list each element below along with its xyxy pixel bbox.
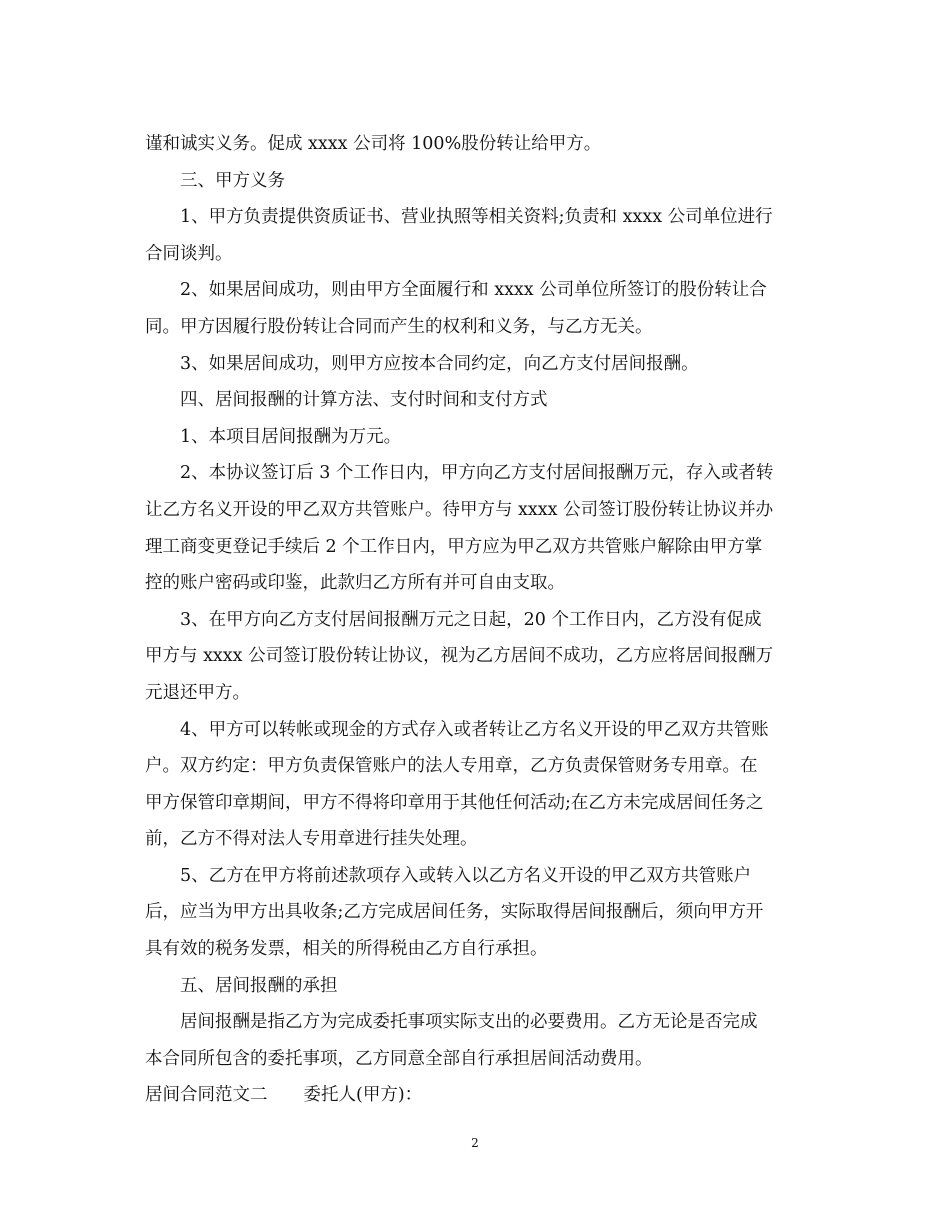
section-heading: 四、居间报酬的计算方法、支付时间和支付方式 — [180, 390, 548, 411]
next-document-heading — [145, 1077, 810, 1114]
section-heading: 三、甲方义务 — [180, 170, 285, 191]
text-line: 1、本项目居间报酬为万元。 — [180, 426, 402, 447]
text-line: 本合同所包含的委托事项，乙方同意全部自行承担居间活动费用。 — [145, 1048, 653, 1069]
text-line: 居间报酬是指乙方为完成委托事项实际支出的必要费用。乙方无论是否完成 — [180, 1012, 758, 1033]
text-line: 甲方与 xxxx 公司签订股份转让协议，视为乙方居间不成功，乙方应将居间报酬万 — [145, 646, 774, 667]
text-line: 谨和诚实义务。促成 xxxx 公司将 100%股份转让给甲方。 — [145, 134, 602, 154]
text-line: 2、如果居间成功，则由甲方全面履行和 xxxx 公司单位所签订的股份转让合 — [180, 280, 767, 301]
document-title-line: 居间合同范文二 — [145, 1085, 268, 1106]
text-line: 具有效的税务发票，相关的所得税由乙方自行承担。 — [145, 939, 548, 960]
text-line: 后，应当为甲方出具收条;乙方完成居间任务，实际取得居间报酬后，须向甲方开 — [145, 902, 764, 923]
text-line: 甲方保管印章期间，甲方不得将印章用于其他任何活动;在乙方未完成居间任务之 — [145, 792, 764, 813]
document-body — [145, 126, 810, 1114]
text-line: 前，乙方不得对法人专用章进行挂失处理。 — [145, 829, 478, 850]
text-line: 3、在甲方向乙方支付居间报酬万元之日起，20 个工作日内，乙方没有促成 — [180, 609, 762, 630]
text-line: 4、甲方可以转帐或现金的方式存入或者转让乙方名义开设的甲乙双方共管账 — [180, 719, 769, 740]
text-line: 让乙方名义开设的甲乙双方共管账户。待甲方与 xxxx 公司签订股份转让协议并办 — [145, 499, 774, 520]
text-line: 户。双方约定：甲方负责保管账户的法人专用章，乙方负责保管财务专用章。在 — [145, 756, 758, 777]
text-line: 元退还甲方。 — [145, 682, 250, 703]
text-line: 控的账户密码或印鉴，此款归乙方所有并可自由支取。 — [145, 573, 565, 594]
text-line: 3、如果居间成功，则甲方应按本合同约定，向乙方支付居间报酬。 — [180, 353, 699, 374]
text-line: 2、本协议签订后 3 个工作日内，甲方向乙方支付居间报酬万元，存入或者转 — [180, 463, 774, 484]
text-line: 5、乙方在甲方将前述款项存入或转入以乙方名义开设的甲乙双方共管账户 — [180, 865, 752, 886]
text-line: 同。甲方因履行股份转让合同而产生的权利和义务，与乙方无关。 — [145, 316, 653, 337]
text-line: 1、甲方负责提供资质证书、营业执照等相关资料;负责和 xxxx 公司单位进行 — [180, 207, 773, 228]
page-number: 2 — [471, 1136, 479, 1150]
section-heading: 五、居间报酬的承担 — [180, 975, 338, 996]
text-line: 理工商变更登记手续后 2 个工作日内，甲方应为甲乙双方共管账户解除由甲方掌 — [145, 536, 763, 557]
text-line: 合同谈判。 — [145, 243, 233, 264]
client-label: 委托人(甲方)： — [303, 1085, 423, 1106]
